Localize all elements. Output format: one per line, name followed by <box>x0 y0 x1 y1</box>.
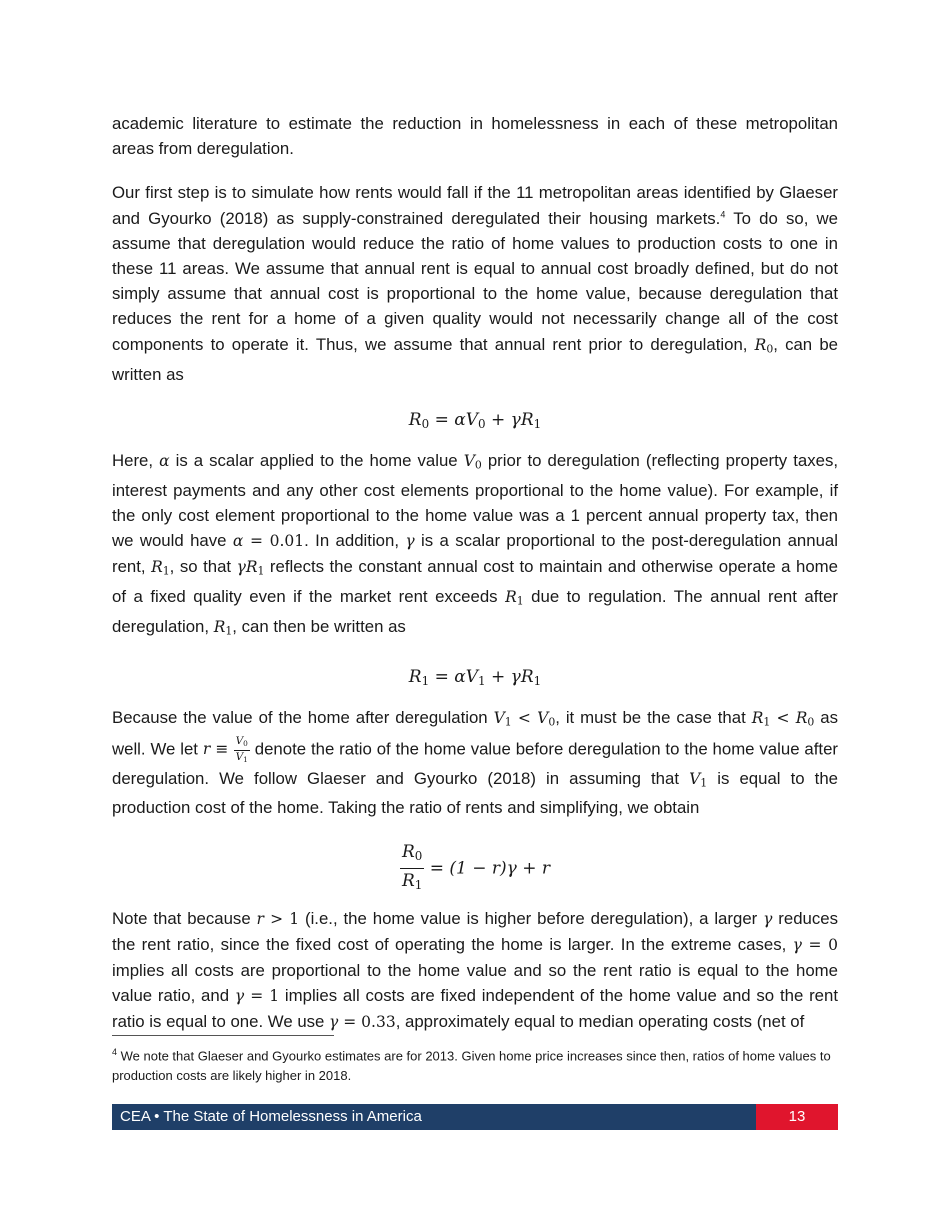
paragraph-2-text-b: To do so, we assume that deregulation would reduce the ratio of home values to production costs to one in these 11 areas. We assume that annual rent is equal to annual cost broadly defined, but do not simply assume that annual cost is proportional to the home value, because deregulation that reduces the rent for a home of a given quality would not necessarily change all of the cost components to operate it. Thus, we assume that annual rent prior to deregulation, <box>112 208 838 354</box>
math-V0: $V_0$ <box>463 451 482 472</box>
paragraph-3-text-e: is a scalar proportional to the post-deregulation annual rent, <box>112 531 838 577</box>
paragraph-3-text-g: reflects the constant annual cost to maintain and otherwise operate a home of a fixed quality even if the market rent exceeds <box>112 557 838 607</box>
paragraph-5-text-d: implies all costs are proportional to the home value and so the rent ratio is equal to the home value ratio, and <box>112 961 838 1006</box>
math-V1: $V_1$ <box>689 769 708 790</box>
math-gamma-1: γ = 1 <box>234 987 280 1006</box>
paragraph-3-text-b: is a scalar applied to the home value <box>169 450 464 470</box>
math-alpha-value: α = 0.01 <box>232 532 305 551</box>
paragraph-4 <box>112 705 838 821</box>
footer-title: CEA • The State of Homelessness in America <box>112 1104 756 1130</box>
paragraph-4-text-d: denote the ratio of the home value before deregulation to the home value after deregulation. We follow Glaeser and Gyourko (2018) in assuming that <box>112 739 838 788</box>
paragraph-1-text: academic literature to estimate the reduction in homelessness in each of these metropolitan areas from deregulation. <box>112 114 838 159</box>
math-gamma-0: γ = 0 <box>792 935 838 954</box>
math-alpha: α <box>159 451 170 470</box>
math-gammaR1: $\gamma R_1$ <box>236 558 265 578</box>
equation-1: $R_0 = \alpha V_0 + \gamma R_1$ <box>408 409 542 431</box>
paragraph-4-text-c: as well. We let <box>112 707 838 759</box>
math-R1-c: $R_1$ <box>213 618 233 638</box>
math-R0: $R_0$ <box>754 335 774 356</box>
footnote-text: We note that Glaeser and Gyourko estimates are for 2013. Given home price increases since then, ratios of home values to production costs are likely higher in 2018. <box>112 1048 831 1083</box>
paragraph-3-text-f: , so that <box>169 557 237 577</box>
paragraph-5-text-b: (i.e., the home value is higher before deregulation), a larger <box>299 908 764 928</box>
paragraph-5-text-a: Note that because <box>112 908 257 928</box>
math-gamma-033: γ = 0.33 <box>329 1013 396 1032</box>
paragraph-3-text-a: Here, <box>112 450 160 470</box>
paragraph-5-text-f: , approximately equal to median operating costs (net of <box>395 1012 805 1032</box>
math-r-gt-1: r > 1 <box>256 909 300 928</box>
footnote-ref-4[interactable]: 4 <box>720 209 726 220</box>
footnote-marker: 4 <box>112 1047 118 1057</box>
paragraph-2 <box>112 180 838 386</box>
paragraph-1 <box>112 111 838 161</box>
math-R1-b: $R_1$ <box>505 588 524 608</box>
math-gamma-b: γ <box>763 909 773 928</box>
math-R1-lt-R0: $R_1 < R_0$ <box>751 708 815 729</box>
paragraph-5 <box>112 906 838 1036</box>
page-footer <box>112 1104 838 1130</box>
paragraph-3-text-i: , can then be written as <box>232 617 406 637</box>
paragraph-4-text-a: Because the value of the home after deregulation <box>112 707 494 727</box>
paragraph-3-text-d: . In addition, <box>304 531 406 551</box>
paragraph-3-text-c: prior to deregulation (reflecting property taxes, interest payments and any other cost elements proportional to the home value). For example, if the only cost element proportional to the home value was a 1 percent annual property tax, then we would have <box>112 450 838 551</box>
math-r-def: r ≡ $\frac{V_0}{V_1}$ <box>202 734 248 764</box>
paragraph-3 <box>112 448 838 644</box>
footnote-4 <box>112 1043 838 1085</box>
paragraph-2-text-a: Our first step is to simulate how rents would fall if the 11 metropolitan areas identified by Glaeser and Gyourko (2018) as supply-constrained deregulated their housing markets. <box>112 183 838 228</box>
math-gamma: γ <box>405 532 415 551</box>
equation-3: $\frac{R_0}{R_1}$ = (1 − r)γ + r <box>401 841 551 892</box>
paragraph-4-text-b: , it must be the case that <box>555 707 752 727</box>
paragraph-3-text-h: due to regulation. The annual rent after deregulation, <box>112 587 838 637</box>
document-body <box>112 111 838 1036</box>
paragraph-5-text-e: implies all costs are fixed independent of the home value and so the rent ratio is equal to one. We use <box>112 986 838 1032</box>
equation-2: $R_1 = \alpha V_1 + \gamma R_1$ <box>408 666 542 688</box>
math-V1-lt-V0: $V_1 < V_0$ <box>493 708 556 729</box>
paragraph-2-text-c: , can be written as <box>112 334 838 384</box>
paragraph-4-text-e: is equal to the production cost of the home. Taking the ratio of rents and simplifying, we obtain <box>112 768 838 818</box>
page-number: 13 <box>756 1104 838 1130</box>
math-R1: $R_1$ <box>151 558 170 578</box>
paragraph-5-text-c: reduces the rent ratio, since the fixed cost of operating the home is larger. In the extreme cases, <box>112 908 838 954</box>
footnote-divider <box>112 1035 334 1036</box>
